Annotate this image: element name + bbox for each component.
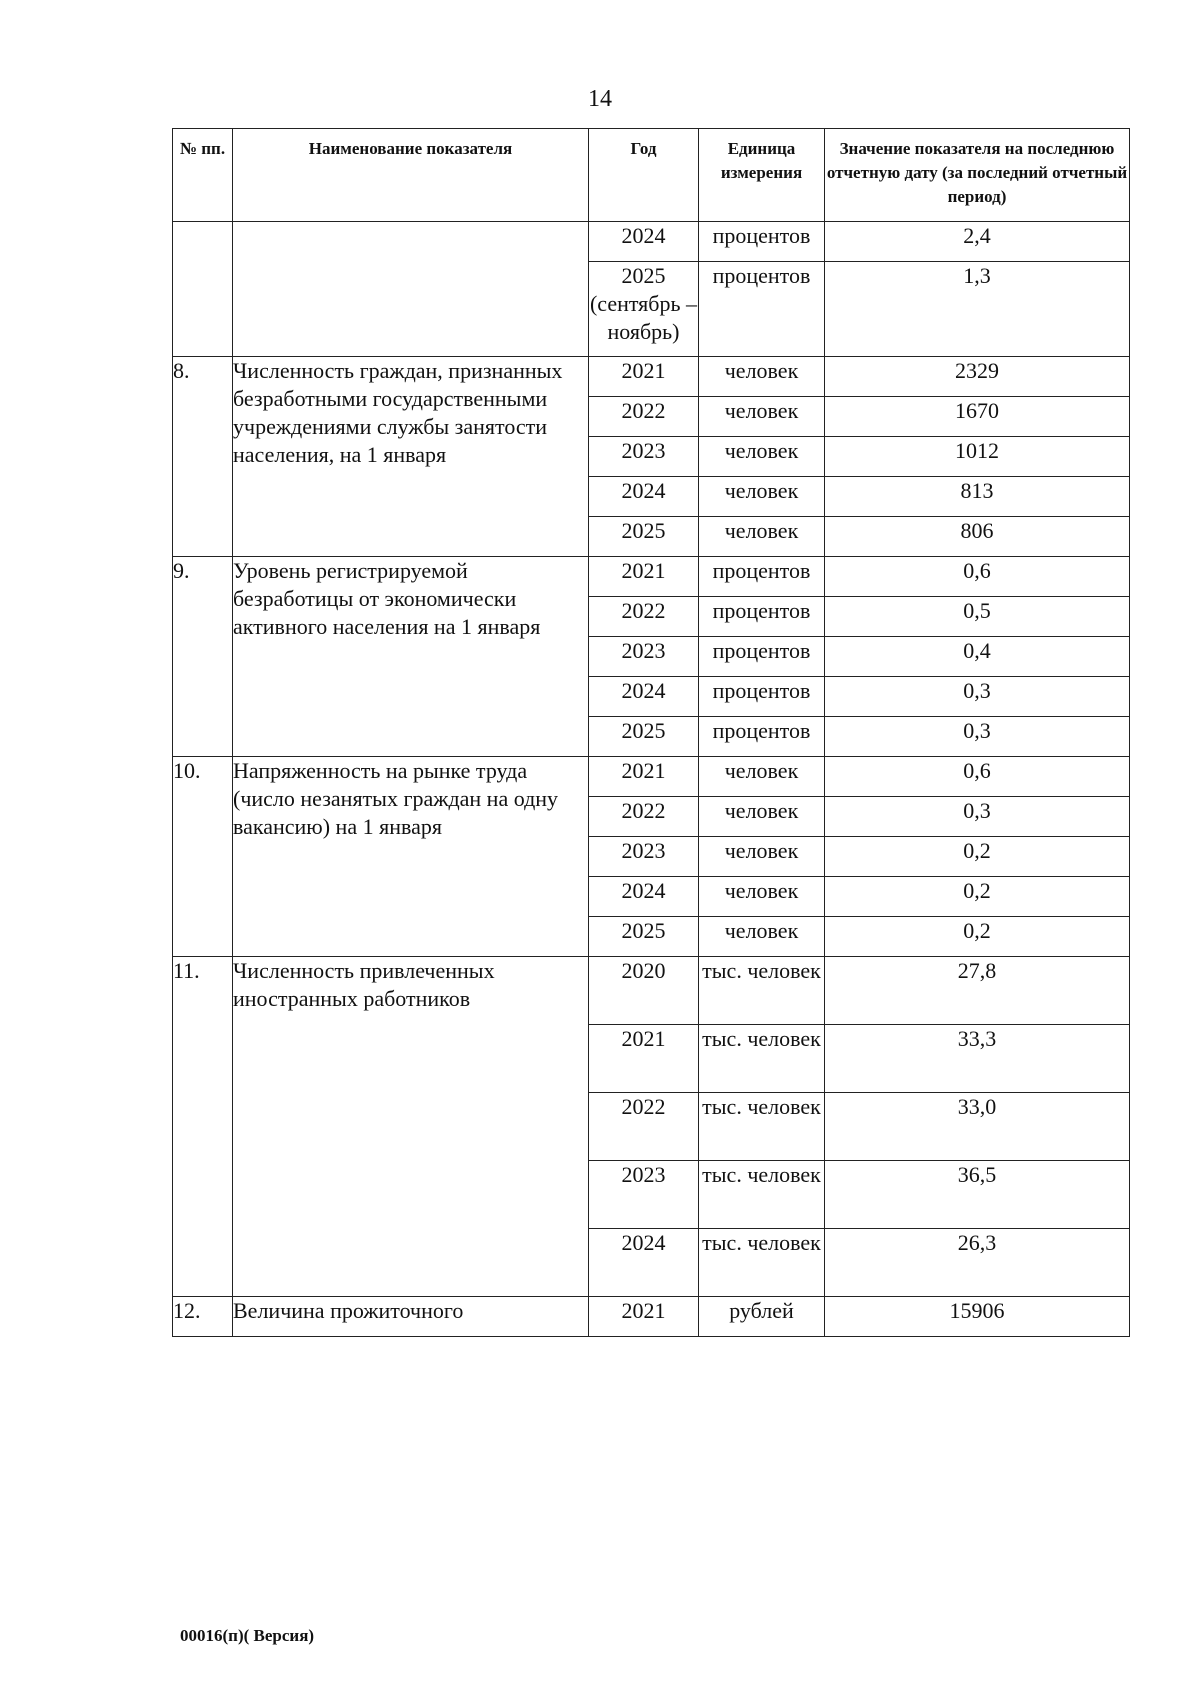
name-cell: Численность привлеченных иностранных работников: [233, 957, 589, 1297]
name-cell: Напряженность на рынке труда (число незанятых граждан на одну вакансию) на 1 января: [233, 757, 589, 957]
name-cell: Величина прожиточного: [233, 1297, 589, 1337]
num-cell: 10.: [173, 757, 233, 957]
unit-cell: процентов: [699, 597, 825, 637]
header-year: Год: [589, 129, 699, 222]
value-cell: 0,5: [825, 597, 1130, 637]
year-cell: 2023: [589, 1161, 699, 1229]
header-unit: Единица измерения: [699, 129, 825, 222]
unit-cell: тыс. человек: [699, 1229, 825, 1297]
table-row: [173, 957, 1130, 1025]
indicators-table: [172, 128, 1130, 1337]
unit-cell: человек: [699, 917, 825, 957]
value-cell: 0,2: [825, 917, 1130, 957]
value-cell: 33,0: [825, 1093, 1130, 1161]
value-cell: 1,3: [825, 262, 1130, 357]
value-cell: 0,6: [825, 757, 1130, 797]
value-cell: 0,3: [825, 717, 1130, 757]
year-cell: 2022: [589, 1093, 699, 1161]
year-cell: 2022: [589, 597, 699, 637]
unit-cell: человек: [699, 437, 825, 477]
unit-cell: человек: [699, 477, 825, 517]
name-cell: Уровень регистрируемой безработицы от экономически активного населения на 1 января: [233, 557, 589, 757]
unit-cell: тыс. человек: [699, 1161, 825, 1229]
year-cell: 2022: [589, 797, 699, 837]
value-cell: 2329: [825, 357, 1130, 397]
value-cell: 27,8: [825, 957, 1130, 1025]
table-row: [173, 357, 1130, 397]
year-cell: 2023: [589, 637, 699, 677]
unit-cell: человек: [699, 797, 825, 837]
year-cell: 2025: [589, 717, 699, 757]
year-cell: 2021: [589, 557, 699, 597]
unit-cell: человек: [699, 837, 825, 877]
year-cell: 2024: [589, 1229, 699, 1297]
unit-cell: человек: [699, 357, 825, 397]
unit-cell: тыс. человек: [699, 1025, 825, 1093]
year-cell: 2020: [589, 957, 699, 1025]
header-value: Значение показателя на последнюю отчетную дату (за последний отчетный период): [825, 129, 1130, 222]
num-cell: 12.: [173, 1297, 233, 1337]
unit-cell: человек: [699, 397, 825, 437]
value-cell: 806: [825, 517, 1130, 557]
year-cell: 2023: [589, 437, 699, 477]
value-cell: 0,2: [825, 877, 1130, 917]
name-cell: Численность граждан, признанных безработными государственными учреждениями службы занятости населения, на 1 января: [233, 357, 589, 557]
unit-cell: тыс. человек: [699, 957, 825, 1025]
header-num: № пп.: [173, 129, 233, 222]
value-cell: 15906: [825, 1297, 1130, 1337]
value-cell: 2,4: [825, 222, 1130, 262]
unit-cell: человек: [699, 517, 825, 557]
table-row: [173, 557, 1130, 597]
num-cell: 8.: [173, 357, 233, 557]
table-row: [173, 757, 1130, 797]
document-footer-code: 00016(п)( Версия): [180, 1626, 315, 1645]
year-cell: 2024: [589, 477, 699, 517]
year-cell: 2025 (сентябрь – ноябрь): [589, 262, 699, 357]
year-cell: 2021: [589, 1297, 699, 1337]
num-cell: 11.: [173, 957, 233, 1297]
unit-cell: процентов: [699, 677, 825, 717]
value-cell: 0,3: [825, 677, 1130, 717]
year-cell: 2024: [589, 877, 699, 917]
unit-cell: процентов: [699, 222, 825, 262]
year-cell: 2024: [589, 222, 699, 262]
value-cell: 0,3: [825, 797, 1130, 837]
num-cell: [173, 222, 233, 357]
year-cell: 2021: [589, 357, 699, 397]
name-cell: [233, 222, 589, 357]
unit-cell: процентов: [699, 637, 825, 677]
year-cell: 2021: [589, 757, 699, 797]
unit-cell: человек: [699, 757, 825, 797]
table-header-row: [173, 129, 1130, 222]
table-row: [173, 1297, 1130, 1337]
page-number: 14: [588, 86, 612, 112]
year-cell: 2021: [589, 1025, 699, 1093]
header-name: Наименование показателя: [233, 129, 589, 222]
value-cell: 1012: [825, 437, 1130, 477]
year-cell: 2025: [589, 917, 699, 957]
table-row: [173, 222, 1130, 262]
year-cell: 2023: [589, 837, 699, 877]
unit-cell: рублей: [699, 1297, 825, 1337]
year-cell: 2025: [589, 517, 699, 557]
unit-cell: процентов: [699, 262, 825, 357]
value-cell: 813: [825, 477, 1130, 517]
value-cell: 0,2: [825, 837, 1130, 877]
value-cell: 36,5: [825, 1161, 1130, 1229]
value-cell: 1670: [825, 397, 1130, 437]
unit-cell: процентов: [699, 557, 825, 597]
value-cell: 0,6: [825, 557, 1130, 597]
year-cell: 2022: [589, 397, 699, 437]
num-cell: 9.: [173, 557, 233, 757]
value-cell: 26,3: [825, 1229, 1130, 1297]
value-cell: 0,4: [825, 637, 1130, 677]
value-cell: 33,3: [825, 1025, 1130, 1093]
year-cell: 2024: [589, 677, 699, 717]
unit-cell: тыс. человек: [699, 1093, 825, 1161]
unit-cell: человек: [699, 877, 825, 917]
unit-cell: процентов: [699, 717, 825, 757]
